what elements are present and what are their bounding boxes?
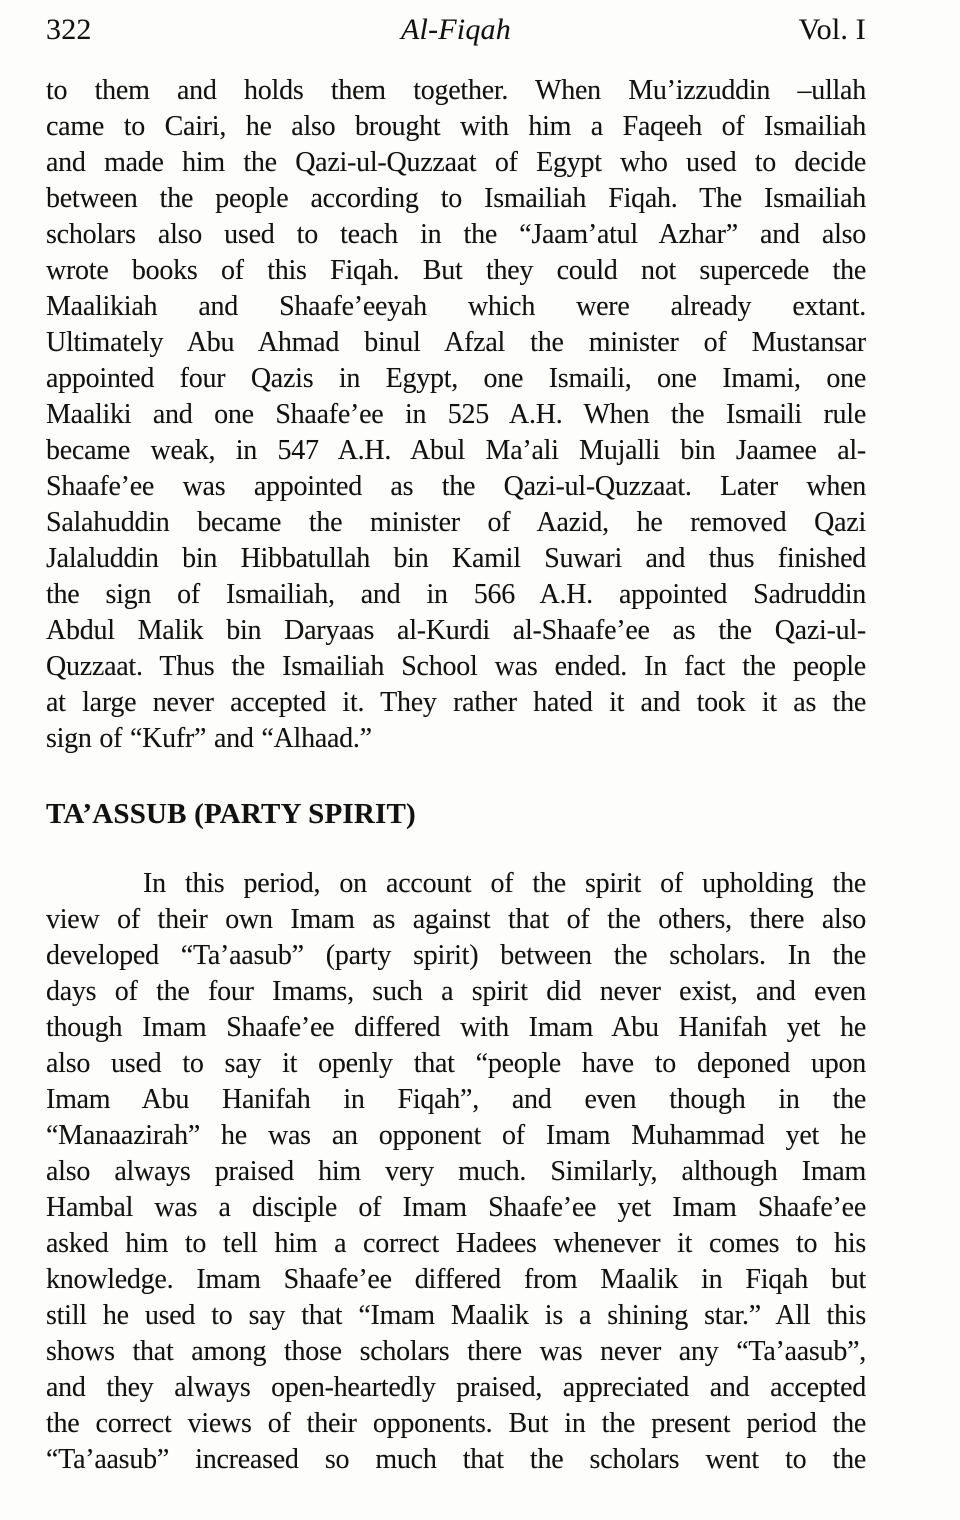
text-line: asked him to tell him a correct Hadees whenever it comes to his — [46, 1228, 866, 1259]
page-header — [46, 0, 866, 47]
text-line: days of the four Imams, such a spirit did never exist, and even — [46, 976, 866, 1007]
text-line: wrote books of this Fiqah. But they could not supercede the — [46, 255, 866, 286]
text-line: though Imam Shaafe’ee differed with Imam Abu Hanifah yet he — [46, 1012, 866, 1043]
text-line: between the people according to Ismailiah Fiqah. The Ismailiah — [46, 183, 866, 214]
section-heading-taassub: TA’ASSUB (PARTY SPIRIT) — [46, 798, 416, 830]
paragraph-taassub — [46, 866, 866, 1478]
text-line: Maalikiah and Shaafe’eeyah which were already extant. — [46, 291, 866, 322]
text-line: “Manaazirah” he was an opponent of Imam Muhammad yet he — [46, 1120, 866, 1151]
text-line: scholars also used to teach in the “Jaam’atul Azhar” and also — [46, 219, 866, 250]
text-line: developed “Ta’aasub” (party spirit) between the scholars. In the — [46, 940, 866, 971]
paragraph-ismailiah-history — [46, 73, 866, 757]
text-line: shows that among those scholars there was never any “Ta’aasub”, — [46, 1336, 866, 1367]
text-line: “Ta’aasub” increased so much that the scholars went to the — [46, 1444, 866, 1475]
text-line: sign of “Kufr” and “Alhaad.” — [46, 723, 372, 754]
text-line: the sign of Ismailiah, and in 566 A.H. appointed Sadruddin — [46, 579, 866, 610]
book-title: Al-Fiqah — [401, 13, 511, 46]
text-line: the correct views of their opponents. But in the present period the — [46, 1408, 866, 1439]
text-line: became weak, in 547 A.H. Abul Ma’ali Mujalli bin Jaamee al- — [46, 435, 866, 466]
text-line: Shaafe’ee was appointed as the Qazi-ul-Quzzaat. Later when — [46, 471, 866, 502]
text-line: Quzzaat. Thus the Ismailiah School was ended. In fact the people — [46, 651, 866, 682]
page-content — [46, 0, 866, 1478]
text-line: Imam Abu Hanifah in Fiqah”, and even though in the — [46, 1084, 866, 1115]
text-line: Salahuddin became the minister of Aazid, he removed Qazi — [46, 507, 866, 538]
text-line: Jalaluddin bin Hibbatullah bin Kamil Suwari and thus finished — [46, 543, 866, 574]
text-line: knowledge. Imam Shaafe’ee differed from Maalik in Fiqah but — [46, 1264, 866, 1295]
text-line: Abdul Malik bin Daryaas al-Kurdi al-Shaafe’ee as the Qazi-ul- — [46, 615, 866, 646]
text-line: came to Cairi, he also brought with him a Faqeeh of Ismailiah — [46, 111, 866, 142]
volume-label: Vol. I — [798, 13, 866, 46]
page-number: 322 — [46, 13, 92, 46]
text-line: Hambal was a disciple of Imam Shaafe’ee yet Imam Shaafe’ee — [46, 1192, 866, 1223]
text-line: and made him the Qazi-ul-Quzzaat of Egypt who used to decide — [46, 147, 866, 178]
text-line: view of their own Imam as against that of the others, there also — [46, 904, 866, 935]
text-line: at large never accepted it. They rather hated it and took it as the — [46, 687, 866, 718]
text-line: also used to say it openly that “people have to deponed upon — [46, 1048, 866, 1079]
text-line: and they always open-heartedly praised, appreciated and accepted — [46, 1372, 866, 1403]
text-line: In this period, on account of the spirit of upholding the — [143, 868, 866, 899]
text-line: Maaliki and one Shaafe’ee in 525 A.H. When the Ismaili rule — [46, 399, 866, 430]
text-line: appointed four Qazis in Egypt, one Ismaili, one Imami, one — [46, 363, 866, 394]
text-line: also always praised him very much. Similarly, although Imam — [46, 1156, 866, 1187]
text-line: still he used to say that “Imam Maalik is a shining star.” All this — [46, 1300, 866, 1331]
text-line: to them and holds them together. When Mu’izzuddin –ullah — [46, 75, 866, 106]
text-line: Ultimately Abu Ahmad binul Afzal the minister of Mustansar — [46, 327, 866, 358]
